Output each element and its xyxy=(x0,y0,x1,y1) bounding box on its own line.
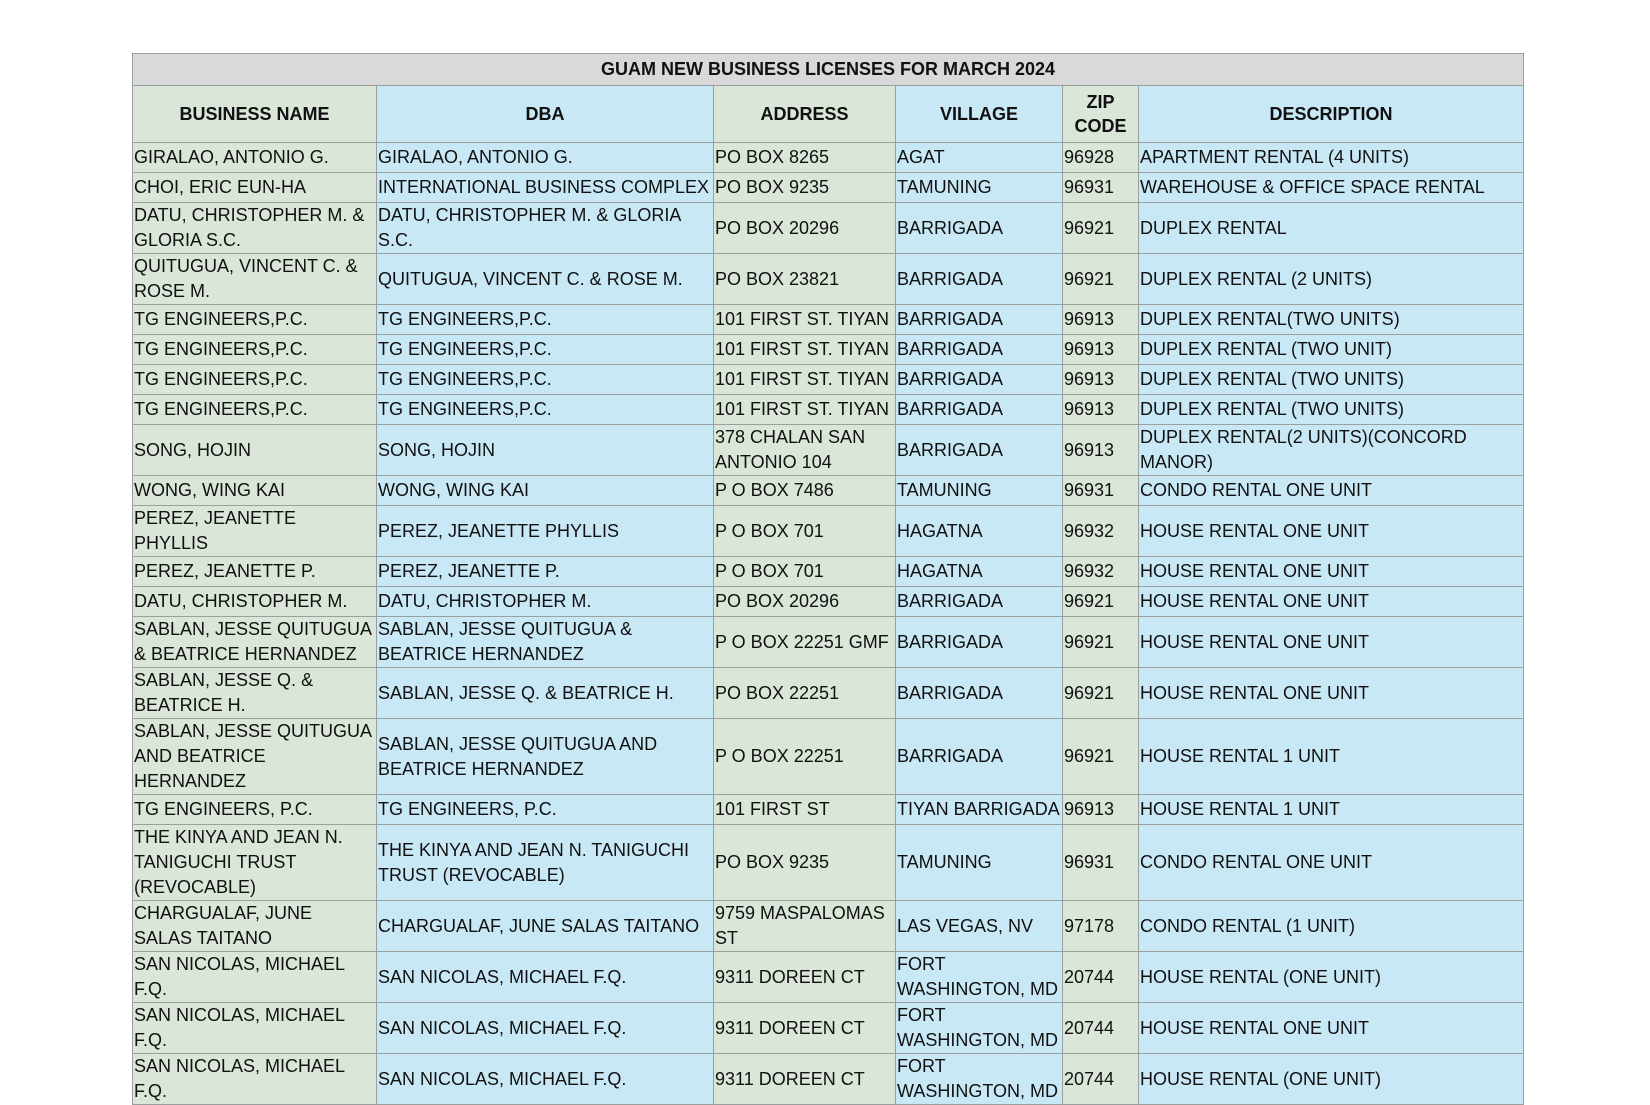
cell-address: 101 FIRST ST. TIYAN xyxy=(714,365,896,395)
cell-description: DUPLEX RENTAL xyxy=(1139,203,1524,254)
cell-business-name: SABLAN, JESSE QUITUGUA AND BEATRICE HERNANDEZ xyxy=(133,719,377,795)
cell-village: FORT WASHINGTON, MD xyxy=(896,952,1063,1003)
table-row xyxy=(133,719,1524,795)
cell-description: DUPLEX RENTAL (TWO UNITS) xyxy=(1139,365,1524,395)
cell-village: BARRIGADA xyxy=(896,305,1063,335)
cell-dba: TG ENGINEERS,P.C. xyxy=(377,335,714,365)
column-header-address: ADDRESS xyxy=(714,86,896,143)
table-row xyxy=(133,557,1524,587)
cell-zip-code: 20744 xyxy=(1063,1003,1139,1054)
cell-business-name: TG ENGINEERS, P.C. xyxy=(133,795,377,825)
cell-business-name: TG ENGINEERS,P.C. xyxy=(133,365,377,395)
cell-business-name: DATU, CHRISTOPHER M. xyxy=(133,587,377,617)
table-row xyxy=(133,254,1524,305)
cell-description: HOUSE RENTAL ONE UNIT xyxy=(1139,668,1524,719)
cell-village: BARRIGADA xyxy=(896,365,1063,395)
table-row xyxy=(133,425,1524,476)
cell-zip-code: 96913 xyxy=(1063,795,1139,825)
table-row xyxy=(133,365,1524,395)
cell-dba: TG ENGINEERS,P.C. xyxy=(377,395,714,425)
cell-village: BARRIGADA xyxy=(896,395,1063,425)
cell-address: 101 FIRST ST. TIYAN xyxy=(714,335,896,365)
cell-dba: CHARGUALAF, JUNE SALAS TAITANO xyxy=(377,901,714,952)
table-row xyxy=(133,476,1524,506)
cell-business-name: TG ENGINEERS,P.C. xyxy=(133,395,377,425)
cell-business-name: TG ENGINEERS,P.C. xyxy=(133,305,377,335)
cell-zip-code: 96913 xyxy=(1063,335,1139,365)
business-licenses-table xyxy=(132,53,1524,1105)
cell-address: PO BOX 9235 xyxy=(714,173,896,203)
table-body xyxy=(133,143,1524,1105)
cell-address: PO BOX 20296 xyxy=(714,587,896,617)
cell-description: DUPLEX RENTAL (2 UNITS) xyxy=(1139,254,1524,305)
cell-village: BARRIGADA xyxy=(896,617,1063,668)
cell-dba: SABLAN, JESSE QUITUGUA & BEATRICE HERNANDEZ xyxy=(377,617,714,668)
cell-village: BARRIGADA xyxy=(896,425,1063,476)
column-header-zip-code: ZIP CODE xyxy=(1063,86,1139,143)
cell-address: PO BOX 8265 xyxy=(714,143,896,173)
cell-address: 378 CHALAN SAN ANTONIO 104 xyxy=(714,425,896,476)
cell-description: APARTMENT RENTAL (4 UNITS) xyxy=(1139,143,1524,173)
cell-business-name: CHOI, ERIC EUN-HA xyxy=(133,173,377,203)
table-row xyxy=(133,395,1524,425)
cell-dba: DATU, CHRISTOPHER M. xyxy=(377,587,714,617)
cell-zip-code: 96921 xyxy=(1063,719,1139,795)
cell-dba: SAN NICOLAS, MICHAEL F.Q. xyxy=(377,1054,714,1105)
table-row xyxy=(133,795,1524,825)
cell-dba: SONG, HOJIN xyxy=(377,425,714,476)
cell-zip-code: 96931 xyxy=(1063,173,1139,203)
cell-description: CONDO RENTAL ONE UNIT xyxy=(1139,825,1524,901)
cell-dba: TG ENGINEERS,P.C. xyxy=(377,365,714,395)
cell-business-name: GIRALAO, ANTONIO G. xyxy=(133,143,377,173)
cell-village: BARRIGADA xyxy=(896,587,1063,617)
table-row xyxy=(133,668,1524,719)
cell-description: HOUSE RENTAL ONE UNIT xyxy=(1139,617,1524,668)
cell-dba: SAN NICOLAS, MICHAEL F.Q. xyxy=(377,1003,714,1054)
cell-address: 101 FIRST ST. TIYAN xyxy=(714,305,896,335)
cell-business-name: PEREZ, JEANETTE PHYLLIS xyxy=(133,506,377,557)
cell-village: BARRIGADA xyxy=(896,668,1063,719)
cell-address: 9311 DOREEN CT xyxy=(714,1054,896,1105)
cell-dba: INTERNATIONAL BUSINESS COMPLEX xyxy=(377,173,714,203)
cell-description: HOUSE RENTAL ONE UNIT xyxy=(1139,557,1524,587)
cell-zip-code: 96932 xyxy=(1063,506,1139,557)
cell-zip-code: 96921 xyxy=(1063,668,1139,719)
cell-zip-code: 96931 xyxy=(1063,825,1139,901)
cell-village: FORT WASHINGTON, MD xyxy=(896,1003,1063,1054)
cell-dba: SAN NICOLAS, MICHAEL F.Q. xyxy=(377,952,714,1003)
table-row xyxy=(133,203,1524,254)
cell-village: BARRIGADA xyxy=(896,719,1063,795)
table-row xyxy=(133,1054,1524,1105)
cell-business-name: DATU, CHRISTOPHER M. & GLORIA S.C. xyxy=(133,203,377,254)
cell-address: PO BOX 20296 xyxy=(714,203,896,254)
cell-village: TAMUNING xyxy=(896,825,1063,901)
cell-business-name: TG ENGINEERS,P.C. xyxy=(133,335,377,365)
cell-business-name: SABLAN, JESSE Q. & BEATRICE H. xyxy=(133,668,377,719)
cell-description: HOUSE RENTAL (ONE UNIT) xyxy=(1139,952,1524,1003)
cell-village: HAGATNA xyxy=(896,506,1063,557)
cell-dba: PEREZ, JEANETTE P. xyxy=(377,557,714,587)
cell-description: DUPLEX RENTAL(2 UNITS)(CONCORD MANOR) xyxy=(1139,425,1524,476)
cell-description: DUPLEX RENTAL(TWO UNITS) xyxy=(1139,305,1524,335)
column-header-dba: DBA xyxy=(377,86,714,143)
cell-village: LAS VEGAS, NV xyxy=(896,901,1063,952)
cell-address: PO BOX 22251 xyxy=(714,668,896,719)
cell-address: P O BOX 701 xyxy=(714,506,896,557)
cell-description: HOUSE RENTAL 1 UNIT xyxy=(1139,719,1524,795)
cell-description: HOUSE RENTAL (ONE UNIT) xyxy=(1139,1054,1524,1105)
cell-address: 9311 DOREEN CT xyxy=(714,1003,896,1054)
cell-village: TAMUNING xyxy=(896,476,1063,506)
cell-zip-code: 96913 xyxy=(1063,395,1139,425)
column-header-village: VILLAGE xyxy=(896,86,1063,143)
cell-dba: SABLAN, JESSE QUITUGUA AND BEATRICE HERNANDEZ xyxy=(377,719,714,795)
cell-zip-code: 97178 xyxy=(1063,901,1139,952)
cell-business-name: CHARGUALAF, JUNE SALAS TAITANO xyxy=(133,901,377,952)
cell-village: TIYAN BARRIGADA xyxy=(896,795,1063,825)
cell-description: CONDO RENTAL ONE UNIT xyxy=(1139,476,1524,506)
cell-description: DUPLEX RENTAL (TWO UNIT) xyxy=(1139,335,1524,365)
cell-address: PO BOX 9235 xyxy=(714,825,896,901)
cell-zip-code: 96921 xyxy=(1063,617,1139,668)
table-row xyxy=(133,617,1524,668)
cell-business-name: SAN NICOLAS, MICHAEL F.Q. xyxy=(133,1054,377,1105)
cell-zip-code: 96913 xyxy=(1063,305,1139,335)
cell-business-name: SONG, HOJIN xyxy=(133,425,377,476)
table-title: GUAM NEW BUSINESS LICENSES FOR MARCH 2024 xyxy=(133,54,1524,86)
cell-business-name: SAN NICOLAS, MICHAEL F.Q. xyxy=(133,952,377,1003)
cell-business-name: PEREZ, JEANETTE P. xyxy=(133,557,377,587)
column-header-business-name: BUSINESS NAME xyxy=(133,86,377,143)
cell-business-name: SABLAN, JESSE QUITUGUA & BEATRICE HERNANDEZ xyxy=(133,617,377,668)
cell-zip-code: 96913 xyxy=(1063,425,1139,476)
table-row xyxy=(133,825,1524,901)
cell-dba: QUITUGUA, VINCENT C. & ROSE M. xyxy=(377,254,714,305)
cell-address: 101 FIRST ST xyxy=(714,795,896,825)
cell-address: 9311 DOREEN CT xyxy=(714,952,896,1003)
table-row xyxy=(133,587,1524,617)
cell-address: P O BOX 701 xyxy=(714,557,896,587)
cell-village: HAGATNA xyxy=(896,557,1063,587)
table-row xyxy=(133,173,1524,203)
cell-business-name: WONG, WING KAI xyxy=(133,476,377,506)
cell-address: P O BOX 22251 GMF xyxy=(714,617,896,668)
cell-description: HOUSE RENTAL ONE UNIT xyxy=(1139,506,1524,557)
cell-address: 9759 MASPALOMAS ST xyxy=(714,901,896,952)
cell-village: BARRIGADA xyxy=(896,335,1063,365)
column-header-description: DESCRIPTION xyxy=(1139,86,1524,143)
cell-zip-code: 20744 xyxy=(1063,952,1139,1003)
cell-village: BARRIGADA xyxy=(896,254,1063,305)
cell-address: P O BOX 22251 xyxy=(714,719,896,795)
cell-zip-code: 96931 xyxy=(1063,476,1139,506)
cell-dba: THE KINYA AND JEAN N. TANIGUCHI TRUST (REVOCABLE) xyxy=(377,825,714,901)
cell-description: HOUSE RENTAL ONE UNIT xyxy=(1139,587,1524,617)
cell-dba: PEREZ, JEANETTE PHYLLIS xyxy=(377,506,714,557)
table-row xyxy=(133,305,1524,335)
cell-village: BARRIGADA xyxy=(896,203,1063,254)
table-row xyxy=(133,952,1524,1003)
cell-description: HOUSE RENTAL 1 UNIT xyxy=(1139,795,1524,825)
cell-description: WAREHOUSE & OFFICE SPACE RENTAL xyxy=(1139,173,1524,203)
cell-business-name: THE KINYA AND JEAN N. TANIGUCHI TRUST (REVOCABLE) xyxy=(133,825,377,901)
cell-dba: DATU, CHRISTOPHER M. & GLORIA S.C. xyxy=(377,203,714,254)
cell-dba: TG ENGINEERS,P.C. xyxy=(377,305,714,335)
table-row xyxy=(133,1003,1524,1054)
cell-zip-code: 96928 xyxy=(1063,143,1139,173)
table-row xyxy=(133,506,1524,557)
cell-zip-code: 20744 xyxy=(1063,1054,1139,1105)
cell-zip-code: 96921 xyxy=(1063,587,1139,617)
cell-village: AGAT xyxy=(896,143,1063,173)
cell-dba: WONG, WING KAI xyxy=(377,476,714,506)
table-row xyxy=(133,901,1524,952)
cell-dba: TG ENGINEERS, P.C. xyxy=(377,795,714,825)
cell-village: TAMUNING xyxy=(896,173,1063,203)
cell-zip-code: 96913 xyxy=(1063,365,1139,395)
cell-village: FORT WASHINGTON, MD xyxy=(896,1054,1063,1105)
cell-dba: GIRALAO, ANTONIO G. xyxy=(377,143,714,173)
cell-address: 101 FIRST ST. TIYAN xyxy=(714,395,896,425)
cell-zip-code: 96921 xyxy=(1063,254,1139,305)
table-row xyxy=(133,335,1524,365)
cell-description: CONDO RENTAL (1 UNIT) xyxy=(1139,901,1524,952)
cell-business-name: QUITUGUA, VINCENT C. & ROSE M. xyxy=(133,254,377,305)
cell-zip-code: 96932 xyxy=(1063,557,1139,587)
table-row xyxy=(133,143,1524,173)
cell-address: PO BOX 23821 xyxy=(714,254,896,305)
cell-description: HOUSE RENTAL ONE UNIT xyxy=(1139,1003,1524,1054)
cell-description: DUPLEX RENTAL (TWO UNITS) xyxy=(1139,395,1524,425)
cell-address: P O BOX 7486 xyxy=(714,476,896,506)
cell-business-name: SAN NICOLAS, MICHAEL F.Q. xyxy=(133,1003,377,1054)
cell-dba: SABLAN, JESSE Q. & BEATRICE H. xyxy=(377,668,714,719)
cell-zip-code: 96921 xyxy=(1063,203,1139,254)
